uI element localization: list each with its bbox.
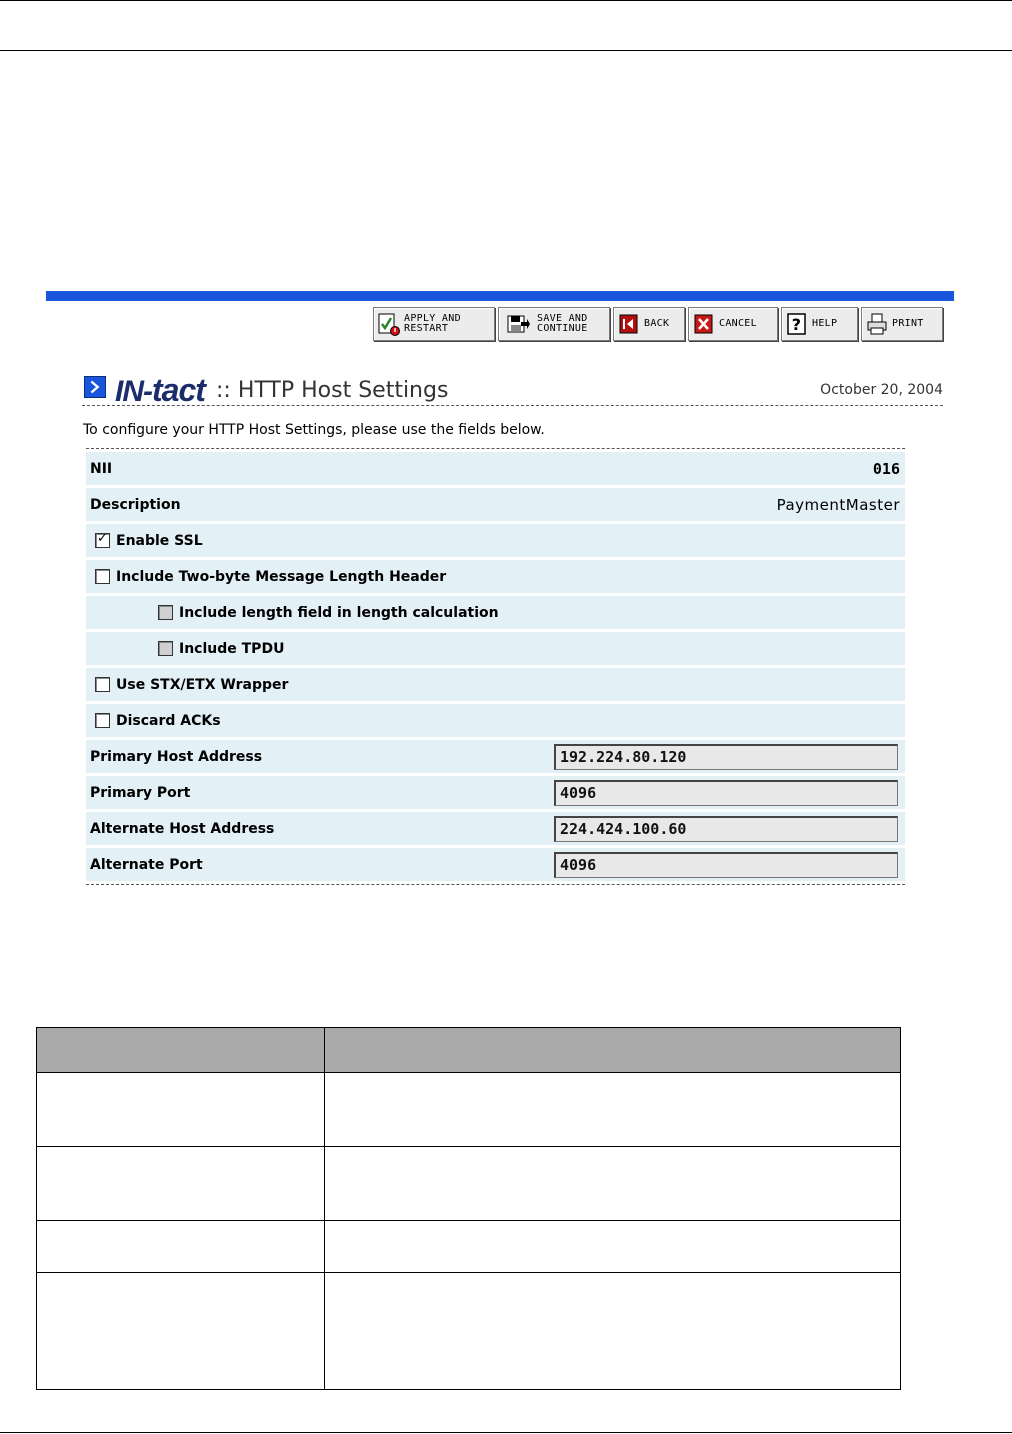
back-label: BACK <box>644 318 670 329</box>
help-icon <box>786 312 808 336</box>
toolbar <box>373 307 943 345</box>
bottom-rule <box>0 1432 1012 1433</box>
top-rule-2 <box>0 50 1012 51</box>
primary-host-label: Primary Host Address <box>90 748 263 765</box>
alternate-port-label: Alternate Port <box>90 856 203 873</box>
table-cell <box>325 1073 901 1147</box>
print-icon <box>866 312 888 336</box>
stx-etx-checkbox[interactable] <box>95 677 110 692</box>
discard-acks-row <box>86 704 905 737</box>
tpdu-row <box>86 632 905 665</box>
table-row <box>37 1221 901 1273</box>
apply-and-restart-label: APPLY AND RESTART <box>404 313 461 334</box>
table-header-cell <box>37 1028 325 1073</box>
table-cell <box>325 1147 901 1221</box>
primary-port-row <box>86 776 905 809</box>
tpdu-label: Include TPDU <box>179 640 285 657</box>
primary-port-input[interactable]: 4096 <box>554 780 898 806</box>
enable-ssl-row <box>86 524 905 557</box>
alternate-port-row <box>86 848 905 881</box>
discard-acks-label: Discard ACKs <box>116 712 221 729</box>
table-header-cell <box>325 1028 901 1073</box>
chevron-right-icon <box>84 376 106 398</box>
save-and-continue-button[interactable] <box>498 307 610 341</box>
back-button[interactable] <box>613 307 685 341</box>
alternate-port-input[interactable]: 4096 <box>554 852 898 878</box>
description-label: Description <box>90 496 181 513</box>
enable-ssl-checkbox[interactable] <box>95 533 110 548</box>
apply-restart-icon <box>378 312 400 336</box>
alternate-host-label: Alternate Host Address <box>90 820 275 837</box>
page-header <box>82 372 943 406</box>
save-and-continue-label: SAVE AND CONTINUE <box>537 313 588 334</box>
nii-row <box>86 452 905 485</box>
intro-text: To configure your HTTP Host Settings, please use the fields below. <box>83 422 545 438</box>
two-byte-header-label: Include Two-byte Message Length Header <box>116 568 447 585</box>
help-button[interactable] <box>781 307 858 341</box>
primary-host-row <box>86 740 905 773</box>
stx-etx-label: Use STX/ETX Wrapper <box>116 676 289 693</box>
length-field-checkbox[interactable] <box>158 605 173 620</box>
nii-label: NII <box>90 460 113 477</box>
help-label: HELP <box>812 318 838 329</box>
table-cell <box>37 1273 325 1390</box>
description-row <box>86 488 905 521</box>
apply-and-restart-button[interactable] <box>373 307 495 341</box>
enable-ssl-label: Enable SSL <box>116 532 203 549</box>
primary-port-label: Primary Port <box>90 784 191 801</box>
page-title: :: HTTP Host Settings <box>216 378 449 403</box>
cancel-icon <box>693 312 715 336</box>
alternate-host-input[interactable]: 224.424.100.60 <box>554 816 898 842</box>
table-row <box>37 1273 901 1390</box>
page-date: October 20, 2004 <box>820 382 943 398</box>
table-row <box>37 1073 901 1147</box>
table-cell <box>325 1221 901 1273</box>
table-cell <box>37 1147 325 1221</box>
table-row <box>37 1147 901 1221</box>
cancel-button[interactable] <box>688 307 778 341</box>
alternate-host-row <box>86 812 905 845</box>
save-continue-icon <box>503 312 533 336</box>
primary-host-input[interactable]: 192.224.80.120 <box>554 744 898 770</box>
length-field-row <box>86 596 905 629</box>
discard-acks-checkbox[interactable] <box>95 713 110 728</box>
tpdu-checkbox[interactable] <box>158 641 173 656</box>
two-byte-header-row <box>86 560 905 593</box>
print-label: PRINT <box>892 318 924 329</box>
top-rule-1 <box>0 0 1012 1</box>
two-byte-header-checkbox[interactable] <box>95 569 110 584</box>
cancel-label: CANCEL <box>719 318 757 329</box>
table-cell <box>325 1273 901 1390</box>
svg-text:?: ? <box>791 315 802 334</box>
description-value: PaymentMaster <box>776 495 900 514</box>
stx-etx-row <box>86 668 905 701</box>
brand-logo: IN-tact <box>115 372 205 408</box>
http-host-settings-form <box>86 448 905 885</box>
header-accent-bar <box>46 291 954 301</box>
table-header-row <box>37 1028 901 1073</box>
nii-value: 016 <box>872 459 900 478</box>
field-description-table <box>36 1027 901 1390</box>
table-cell <box>37 1221 325 1273</box>
back-icon <box>618 312 640 336</box>
length-field-label: Include length field in length calculation <box>179 604 499 621</box>
print-button[interactable] <box>861 307 943 341</box>
table-cell <box>37 1073 325 1147</box>
